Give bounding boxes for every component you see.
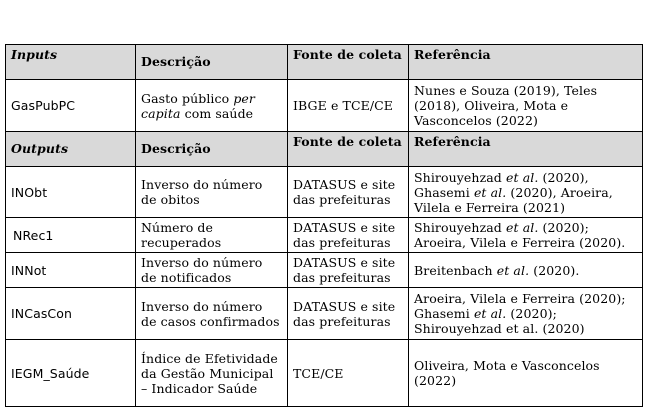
reference-cell: Breitenbach et al. (2020). xyxy=(409,253,643,288)
table-row xyxy=(6,288,643,340)
source-cell: DATASUS e site das prefeituras xyxy=(288,218,409,253)
table-row xyxy=(6,80,643,132)
reference-cell: Shirouyehzad et al. (2020), Ghasemi et al. (2020), Aroeira, Vilela e Ferreira (2021) xyxy=(409,167,643,218)
table-row xyxy=(6,253,643,288)
source-cell: IBGE e TCE/CE xyxy=(288,80,409,132)
description-cell: Inverso do número de casos confirmados xyxy=(136,288,288,340)
outputs-header-row xyxy=(6,132,643,167)
variable-cell: INCasCon xyxy=(6,288,136,340)
source-cell: DATASUS e site das prefeituras xyxy=(288,253,409,288)
variable-cell: GasPubPC xyxy=(6,80,136,132)
variable-cell: IEGM_Saúde xyxy=(6,340,136,407)
fonte-header: Fonte de coleta xyxy=(288,132,409,167)
table-row xyxy=(6,167,643,218)
reference-cell: Aroeira, Vilela e Ferreira (2020); Ghasemi et al. (2020); Shirouyehzad et al. (2020) xyxy=(409,288,643,340)
source-cell: DATASUS e site das prefeituras xyxy=(288,288,409,340)
variables-table xyxy=(5,44,643,407)
descricao-header: Descrição xyxy=(136,45,288,80)
referencia-header: Referência xyxy=(409,45,643,80)
reference-cell: Oliveira, Mota e Vasconcelos (2022) xyxy=(409,340,643,407)
reference-cell: Nunes e Souza (2019), Teles (2018), Oliveira, Mota e Vasconcelos (2022) xyxy=(409,80,643,132)
outputs-group-cell: Outputs xyxy=(6,132,136,167)
inputs-header-row xyxy=(6,45,643,80)
inputs-group-cell: Inputs xyxy=(6,45,136,80)
reference-cell: Shirouyehzad et al. (2020); Aroeira, Vilela e Ferreira (2020). xyxy=(409,218,643,253)
table-row xyxy=(6,340,643,407)
table-row xyxy=(6,218,643,253)
referencia-header: Referência xyxy=(409,132,643,167)
description-cell: Número de recuperados xyxy=(136,218,288,253)
source-cell: DATASUS e site das prefeituras xyxy=(288,167,409,218)
description-cell: Índice de Efetividade da Gestão Municipal – Indicador Saúde xyxy=(136,340,288,407)
description-cell: Gasto público per capita com saúde xyxy=(136,80,288,132)
source-cell: TCE/CE xyxy=(288,340,409,407)
fonte-header: Fonte de coleta xyxy=(288,45,409,80)
description-cell: Inverso do número de notificados xyxy=(136,253,288,288)
variable-cell: INNot xyxy=(6,253,136,288)
variable-cell: INObt xyxy=(6,167,136,218)
descricao-header: Descrição xyxy=(136,132,288,167)
description-cell: Inverso do número de obitos xyxy=(136,167,288,218)
variable-cell: NRec1 xyxy=(6,218,136,253)
